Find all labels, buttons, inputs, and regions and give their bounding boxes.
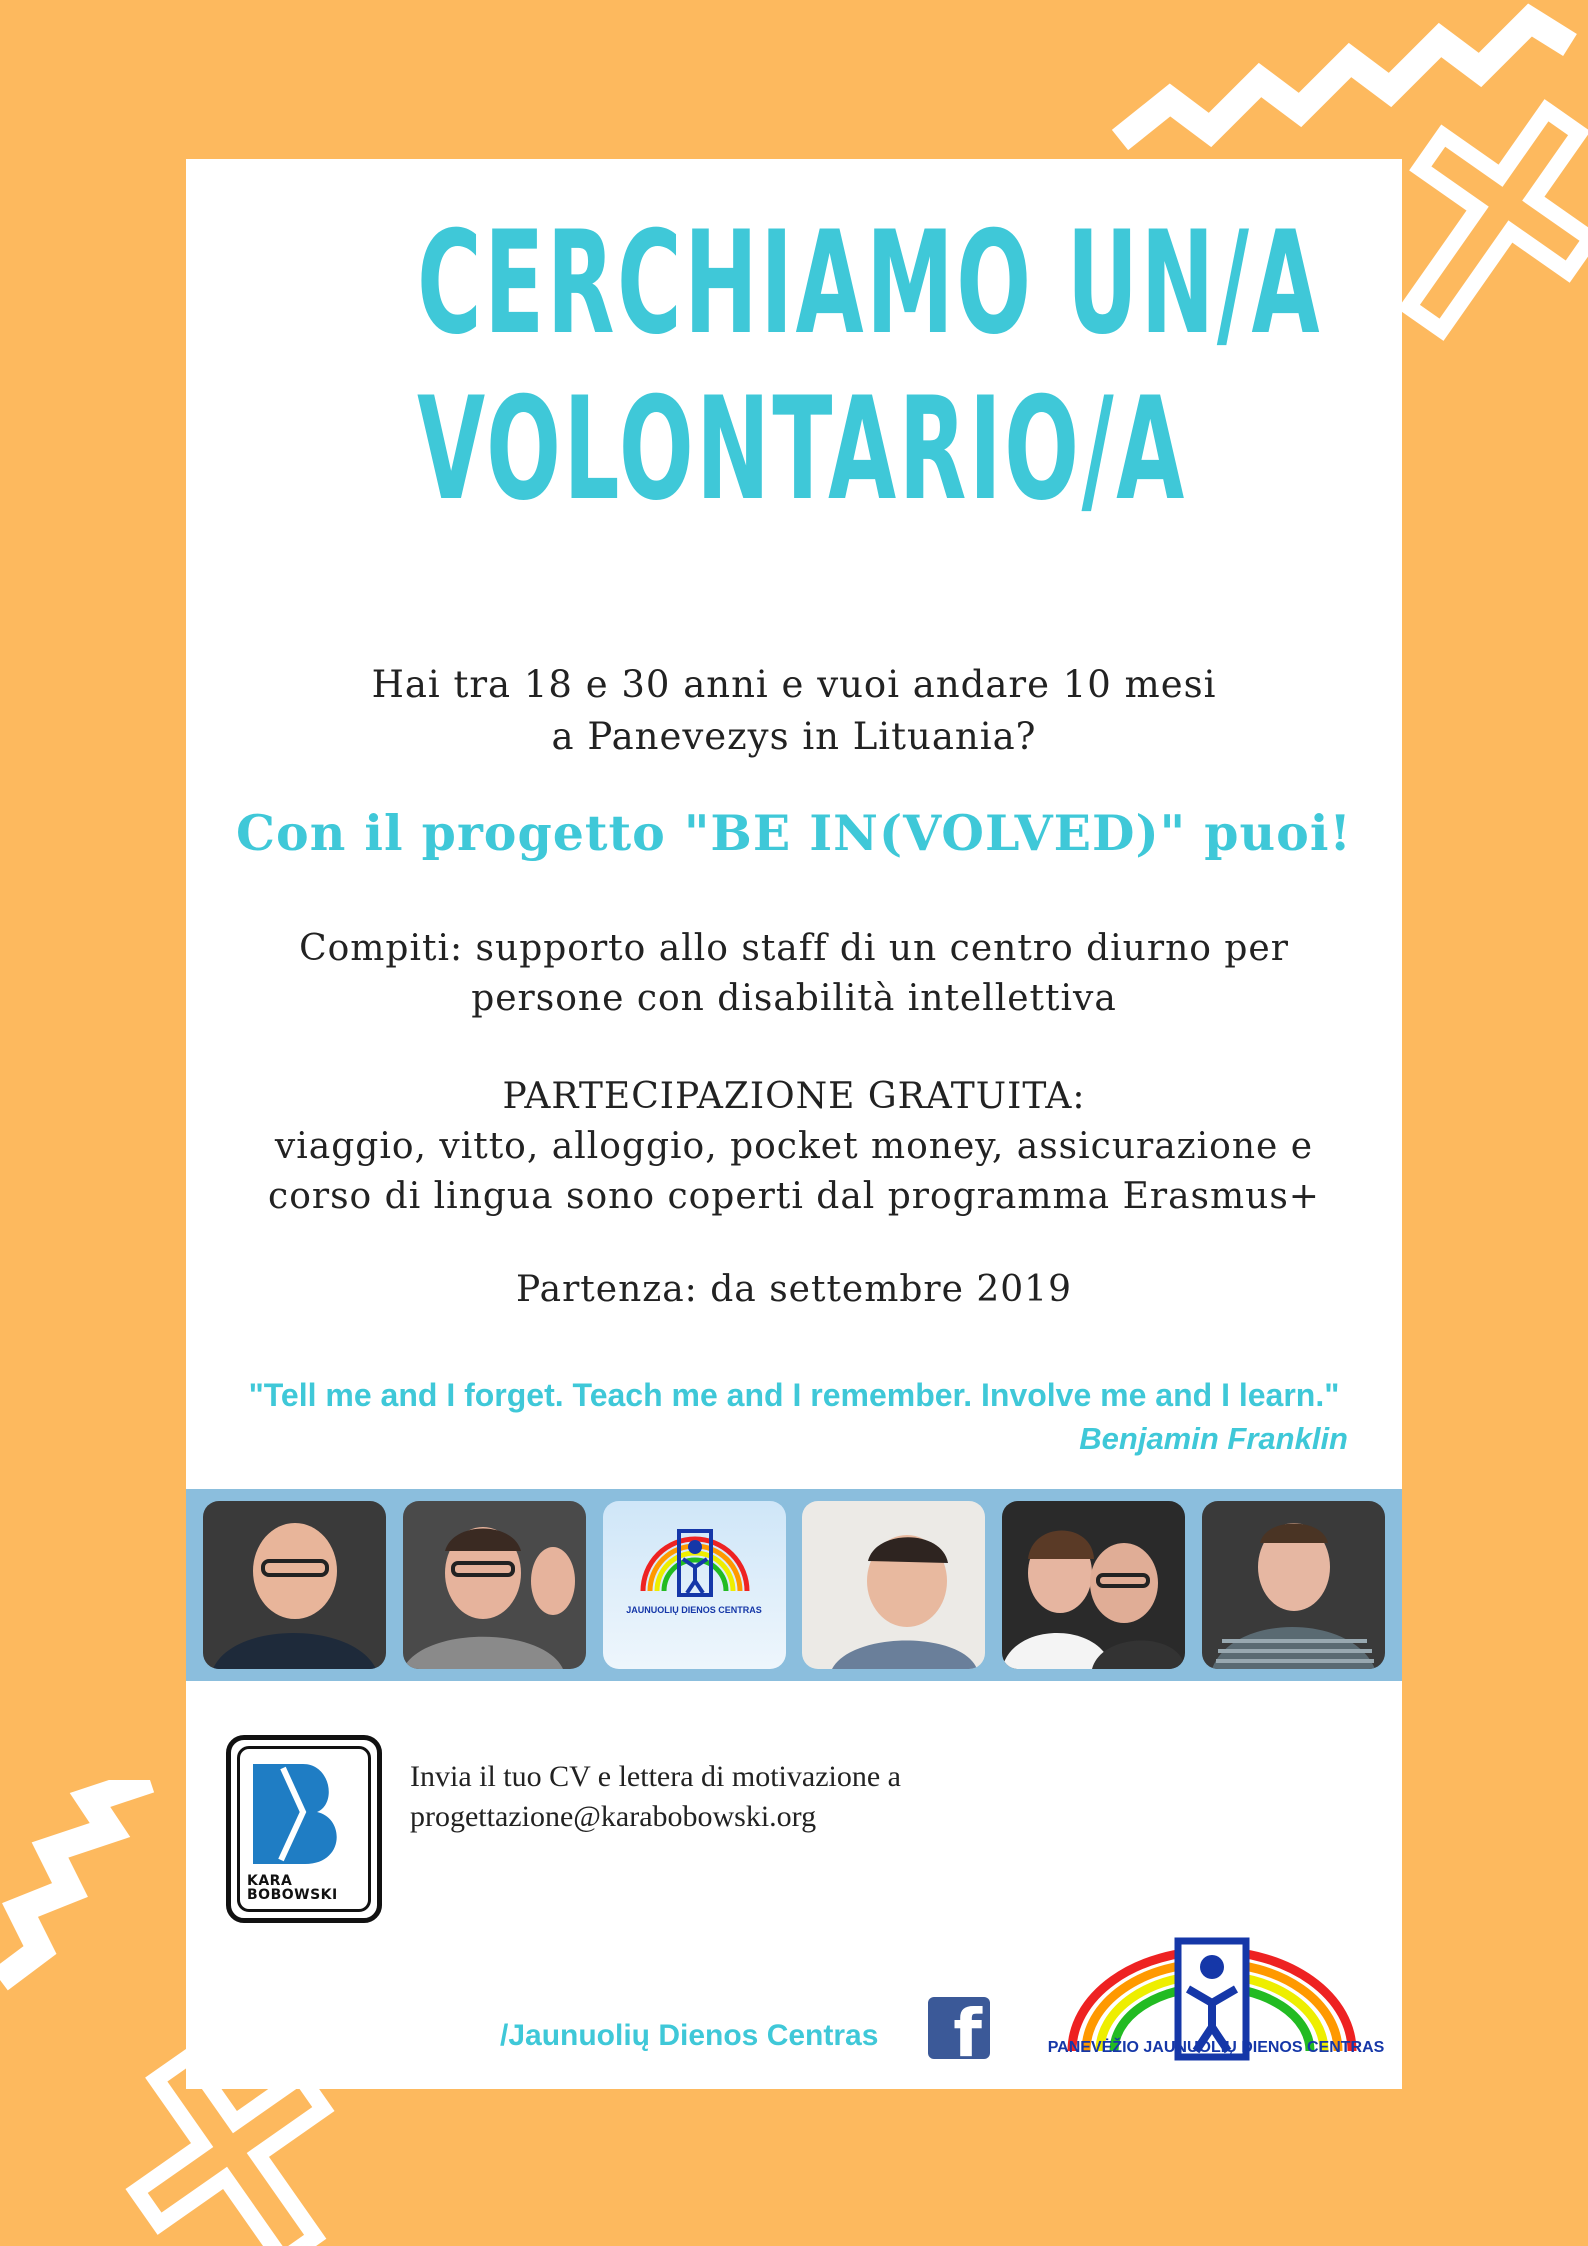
decorative-cross-top-right [1400, 80, 1588, 360]
kara-word-1: KARA [247, 1873, 293, 1889]
kara-b-icon [253, 1764, 353, 1864]
free-line-1: viaggio, vitto, alloggio, pocket money, assicurazione e [274, 1126, 1314, 1167]
quote-author: Benjamin Franklin [1079, 1421, 1348, 1456]
headline-line-1: CERCHIAMO UN/A [417, 201, 1323, 366]
photo-center-logo [603, 1501, 786, 1669]
tasks-line-1: Compiti: supporto allo staff di un centro diurno per [299, 928, 1289, 969]
photo-person-3 [802, 1501, 985, 1669]
headline [417, 201, 1323, 533]
intro-line-1: Hai tra 18 e 30 anni e vuoi andare 10 mesi [371, 663, 1217, 706]
photo-person-4 [1002, 1501, 1185, 1669]
tasks-text [186, 924, 1402, 1024]
photo-person-5 [1202, 1501, 1385, 1669]
contact-info [410, 1757, 901, 1837]
project-callout: Con il progetto "BE IN(VOLVED)" puoi! [236, 804, 1352, 862]
free-heading: PARTECIPAZIONE GRATUITA: [502, 1076, 1086, 1117]
photo-person-1 [203, 1501, 386, 1669]
free-participation [186, 1072, 1402, 1222]
quote-text: "Tell me and I forget. Teach me and I remember. Involve me and I learn." [248, 1377, 1340, 1413]
contact-email[interactable]: progettazione@karabobowski.org [410, 1800, 817, 1833]
departure-text: Partenza: da settembre 2019 [516, 1269, 1072, 1310]
intro-line-2: a Panevezys in Lituania? [551, 715, 1037, 758]
free-line-2: corso di lingua sono coperti dal programma Erasmus+ [268, 1176, 1320, 1217]
kara-logo-wordmark [247, 1874, 338, 1902]
tasks-line-2: persone con disabilità intellettiva [471, 978, 1117, 1019]
kara-bobowski-logo [226, 1735, 382, 1923]
center-logo-caption: JAUNUOLIŲ DIENOS CENTRAS [626, 1605, 762, 1615]
pjdc-logo-caption: PANEVĖŽIO JAUNUOLIŲ DIENOS CENTRAS [1047, 2039, 1385, 2056]
contact-line-1: Invia il tuo CV e lettera di motivazione a [410, 1760, 901, 1793]
decorative-zigzag-left [0, 1780, 186, 2020]
intro-text [186, 659, 1402, 763]
headline-line-2: VOLONTARIO/A [417, 367, 1187, 532]
photo-person-2 [403, 1501, 586, 1669]
facebook-handle[interactable]: /Jaunuolių Dienos Centras [500, 2019, 879, 2052]
kara-word-2: BOBOWSKI [247, 1887, 338, 1903]
photo-strip [186, 1489, 1402, 1681]
poster-card [186, 159, 1402, 2089]
facebook-icon[interactable]: f [928, 1997, 990, 2059]
